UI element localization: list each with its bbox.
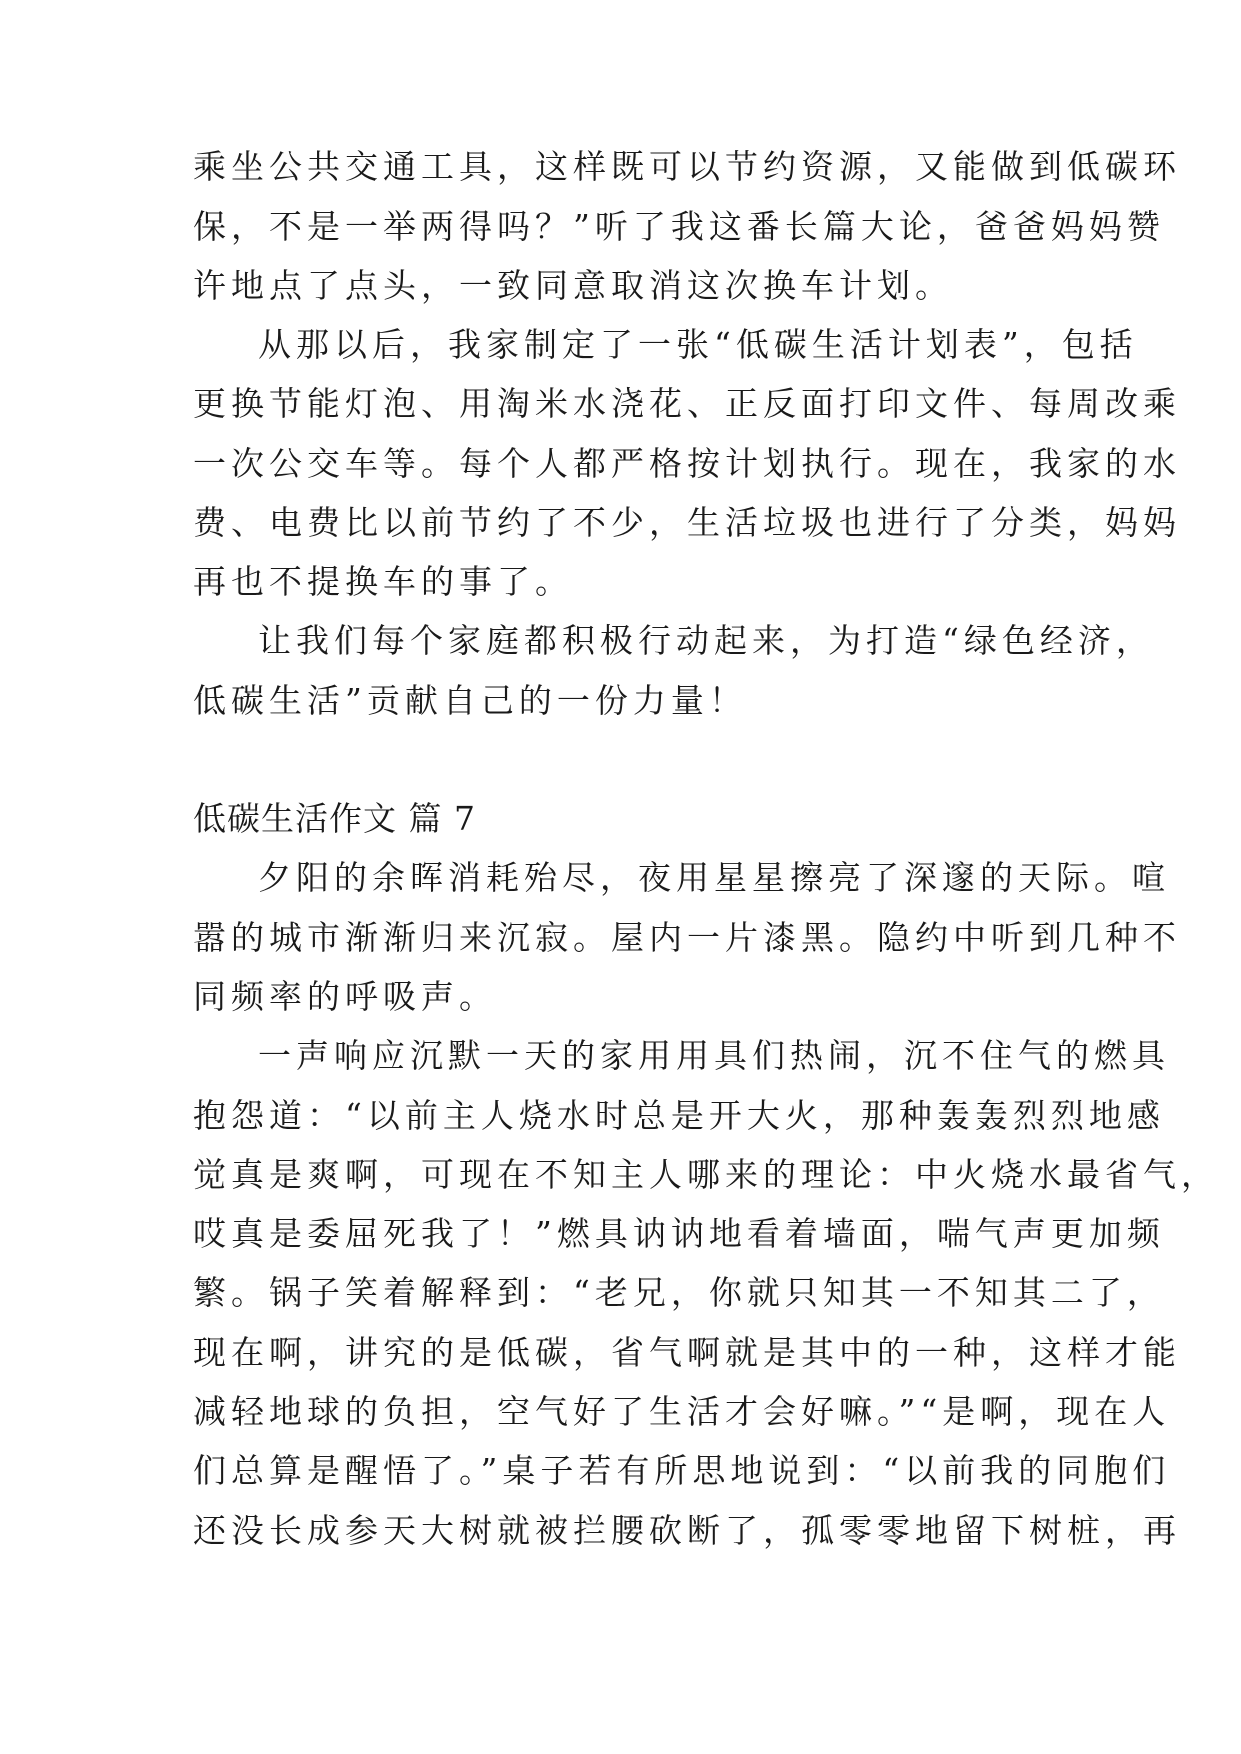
- body-text-line: 觉真是爽啊，可现在不知主人哪来的理论：中火烧水最省气，: [193, 1155, 1219, 1194]
- paragraph-start-line: 夕阳的余晖消耗殆尽，夜用星星擦亮了深邃的天际。喧: [258, 858, 1170, 897]
- paragraph-start-line: 从那以后，我家制定了一张“低碳生活计划表”，包括: [258, 325, 1138, 364]
- body-text-line: 低碳生活”贡献自己的一份力量！: [193, 681, 747, 720]
- body-text-line: 费、电费比以前节约了不少，生活垃圾也进行了分类，妈妈: [193, 503, 1181, 542]
- body-text-line: 许地点了点头，一致同意取消这次换车计划。: [193, 266, 953, 305]
- paragraph-start-line: 一声响应沉默一天的家用用具们热闹，沉不住气的燃具: [258, 1036, 1170, 1075]
- body-text-line: 更换节能灯泡、用淘米水浇花、正反面打印文件、每周改乘: [193, 384, 1181, 423]
- body-text-line: 乘坐公共交通工具，这样既可以节约资源，又能做到低碳环: [193, 147, 1181, 186]
- section-heading: 低碳生活作文 篇 7: [193, 799, 476, 838]
- body-text-line: 一次公交车等。每个人都严格按计划执行。现在，我家的水: [193, 444, 1181, 483]
- paragraph-start-line: 让我们每个家庭都积极行动起来，为打造“绿色经济，: [258, 621, 1154, 660]
- body-text-line: 哎真是委屈死我了！”燃具讷讷地看着墙面，喘气声更加频: [193, 1214, 1165, 1253]
- body-text-line: 还没长成参天大树就被拦腰砍断了，孤零零地留下树桩，再: [193, 1511, 1181, 1550]
- body-text-line: 现在啊，讲究的是低碳，省气啊就是其中的一种，这样才能: [193, 1333, 1181, 1372]
- body-text-line: 减轻地球的负担，空气好了生活才会好嘛。”“是啊，现在人: [193, 1392, 1171, 1431]
- body-text-line: 繁。锅子笑着解释到：“老兄，你就只知其一不知其二了，: [193, 1273, 1165, 1312]
- body-text-line: 保，不是一举两得吗？”听了我这番长篇大论，爸爸妈妈赞: [193, 207, 1165, 246]
- body-text-line: 抱怨道：“以前主人烧水时总是开大火，那种轰轰烈烈地感: [193, 1096, 1165, 1135]
- body-text-line: 嚣的城市渐渐归来沉寂。屋内一片漆黑。隐约中听到几种不: [193, 918, 1181, 957]
- body-text-line: 们总算是醒悟了。”桌子若有所思地说到：“以前我的同胞们: [193, 1451, 1171, 1490]
- body-text-line: 同频率的呼吸声。: [193, 977, 497, 1016]
- body-text-line: 再也不提换车的事了。: [193, 562, 573, 601]
